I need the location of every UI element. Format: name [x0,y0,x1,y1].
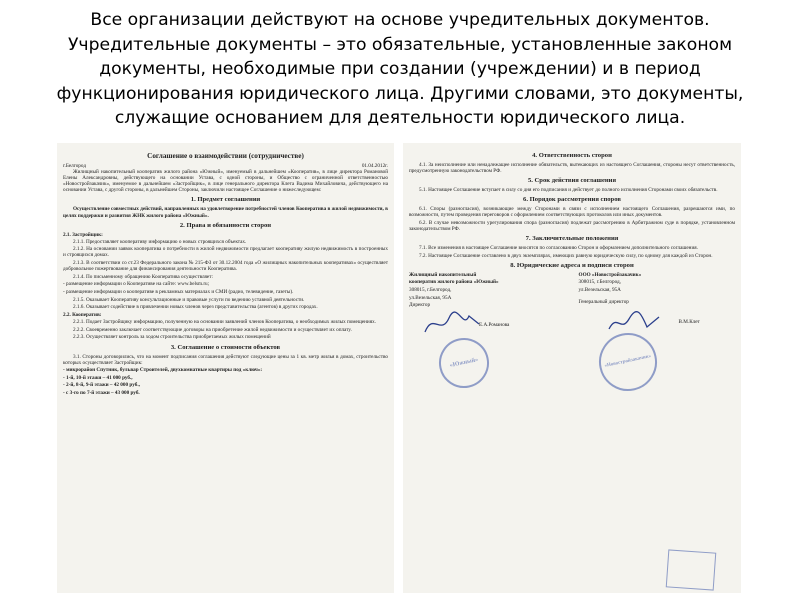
clause: 4.1. За неисполнение или ненадлежащее исполнение обязательств, вытекающих из настоящего Соглашения, стороны несут ответственность, предусмотренную законодательством РФ. [409,162,735,175]
signature-icon [423,310,483,338]
signer-name: В.М.Клет [678,318,700,325]
corner-stamp-icon [666,549,717,590]
clause: 2.1.2. На основании заявок кооператива о потребности в жилой недвижимости предлагает кооперативу жилую недвижимость в построенных и строящихся домах. [63,246,388,259]
section-3-heading: 3. Соглашение о стоимости объектов [170,343,281,351]
price-item: - с 3-го по 7-й этажи – 43 000 руб. [63,390,140,397]
signature-area-right [579,307,735,397]
party-line: 308015, г.Белгород, [578,279,621,286]
clause: 6.2. В случае невозможности урегулирования спора (разногласия) подлежат рассмотрению в Арбитражном суде в порядке, установленном законодательством РФ. [409,219,735,233]
clause: 6.1. Споры (разногласия), возникающие между Сторонами в связи с исполнением настоящего Соглашения, разрешаются ими, по возможности, путем проведения переговоров с оформлением соответствующих протоколов или иных документов. [409,206,735,219]
clause: 2.1.5. Оказывает Кооперативу консультационные и правовые услуги по ведению уставной деятельности. [73,296,305,303]
price-item: - 1-й, 10-й этажи – 41 000 руб., [63,374,133,381]
clause: 2.2.1. Подает Застройщику информацию, полученную на основании заявлений членов Кооператива, о необходимых жилых помещениях. [73,319,376,326]
clause: 3.1. Стороны договорились, что на момент подписания соглашения действуют следующие цены за 1 кв. метр жилья в домах, строительство которых осуществляет Застройщик: [63,353,388,366]
clause: 7.2. Настоящее Соглашение составлено в двух экземплярах, имеющих равную юридическую силу, по одному для каждой из Сторон. [419,252,713,259]
agreement-city: г.Белгород [63,163,86,169]
section-2-heading: 2. Права и обязанности сторон [179,221,272,229]
caption-line: Все организации действуют на основе учредительных документов. [90,10,710,30]
caption-line: Учредительные документы – это обязательные, установленные законом [67,34,733,55]
clause: 7.1. Все изменения в настоящее Соглашение вносятся по согласованию Сторон и оформлением дополнительного соглашения. [419,245,698,252]
caption-line: служащие основанием для деятельности юридического лица. [114,108,686,128]
slide-caption [40,8,760,131]
clause: 2.2.2. Своевременно заключает соответствующие договоры на приобретение жилой недвижимости и осуществляет их оплату. [73,326,352,333]
clause: - размещение информации о Кооперативе на сайте: www.belsm.ru; [63,281,210,288]
section-8-heading: 8. Юридические адреса и подписи сторон [510,261,634,269]
clause: 5.1. Настоящее Соглашение вступает в силу со дня его подписания и действует до полного исполнения Сторонами своих обязательств. [419,187,718,194]
agreement-page-1-scan [57,143,394,593]
party-cooperative [409,272,565,400]
stamp-text: «Южный» [449,356,479,369]
party-line: ул.Везельская, 95А [578,287,621,294]
clause: 2.1.4. По письменному обращению Кооператива осуществляет: [73,273,213,280]
section-1-heading: 1. Предмет соглашения [190,196,261,204]
parties-block [409,272,735,400]
party-line: 308015, г.Белгород, [409,287,452,294]
price-item: - 2-й, 8-й, 9-й этажи – 42 000 руб., [63,382,140,389]
agreement-date: 01.04.2012г. [361,163,388,169]
price-item: - микрорайон Спутник, бульвар Строителей, двухкомнатные квартиры под «ключ»: [63,367,263,374]
clause: - размещение информации о кооперативе в рекламных материалах и СМИ (радио, телевидение, газеты). [63,288,294,295]
signer-role: Генеральный директор [578,299,629,306]
section-1-text: Осуществление совместных действий, направленных на удовлетворение потребностей членов Кооператива в жилой недвижимости, в целях поддержки и развития ЖНК жилого района «Южный». [63,206,388,219]
party-developer [579,272,735,400]
section-6-heading: 6. Порядок рассмотрения споров [523,196,621,204]
clause: 2.1.6. Оказывает содействие в привлечении новых членов через представительства (агентов) в других городах. [73,304,318,311]
signer-name: Е.А.Романова [479,321,510,328]
clause: 2.1.3. В соответствии со ст.23 Федерального закона № 215-ФЗ от 30.12.2004 года «О жилищных накопительных кооперативах» осуществляет добровольное пожертвование для финансирования деятельности Кооператива. [63,260,388,273]
section-5-heading: 5. Срок действия соглашения [527,177,617,185]
section-4-heading: 4. Ответственность сторон [532,152,612,159]
clause: 2.2.3. Осуществляет контроль за ходом строительства приобретаемых жилых помещений [73,334,271,341]
party-line: ул.Везельская, 95А [409,294,452,301]
caption-line: функционирования юридического лица. Другими словами, это документы, [56,83,744,104]
section-7-heading: 7. Заключительные положения [525,235,619,243]
party-line: Директор [409,302,431,309]
agreement-page-2-scan [403,143,741,593]
signature-area-left [409,310,565,400]
preamble: Жилищный накопительный кооператив жилого района «Южный», именуемый в дальнейшем «Кооператив», в лице директора Романовой Елены Александровны, действующего на основании Устава, с одной стороны, и Общество с ограниченной ответственностью «Новостройзакачик», именуемое в дальнейшем «Застройщик», в лице генерального директора Клета Вадима Михайловича, действующего на основании Устава, с другой стороны, в дальнейшем Стороны, заключили настоящее Соглашение о нижеследующем: [63,169,388,194]
signature-icon [605,309,665,337]
party-line: ООО «Новостройзакачик» [578,271,642,278]
caption-line: документы, необходимые при создании (учреждении) и в период [99,59,701,79]
stamp-icon [434,333,493,392]
stamp-icon [593,327,662,396]
clause: 2.1.1. Предоставляет кооперативу информацию о новых строящихся объектах. [73,238,247,245]
party-line: Жилищный накопительный [409,271,477,278]
subsection-2-2: 2.2. Кооператив: [63,312,102,319]
agreement-title: Соглашение о взаимодействии (сотрудничестве) [147,152,304,160]
party-line: кооператив жилого района «Южный» [409,279,499,286]
subsection-2-1: 2.1. Застройщик: [63,231,103,238]
stamp-text: «Новостройзакачик» [603,353,652,369]
